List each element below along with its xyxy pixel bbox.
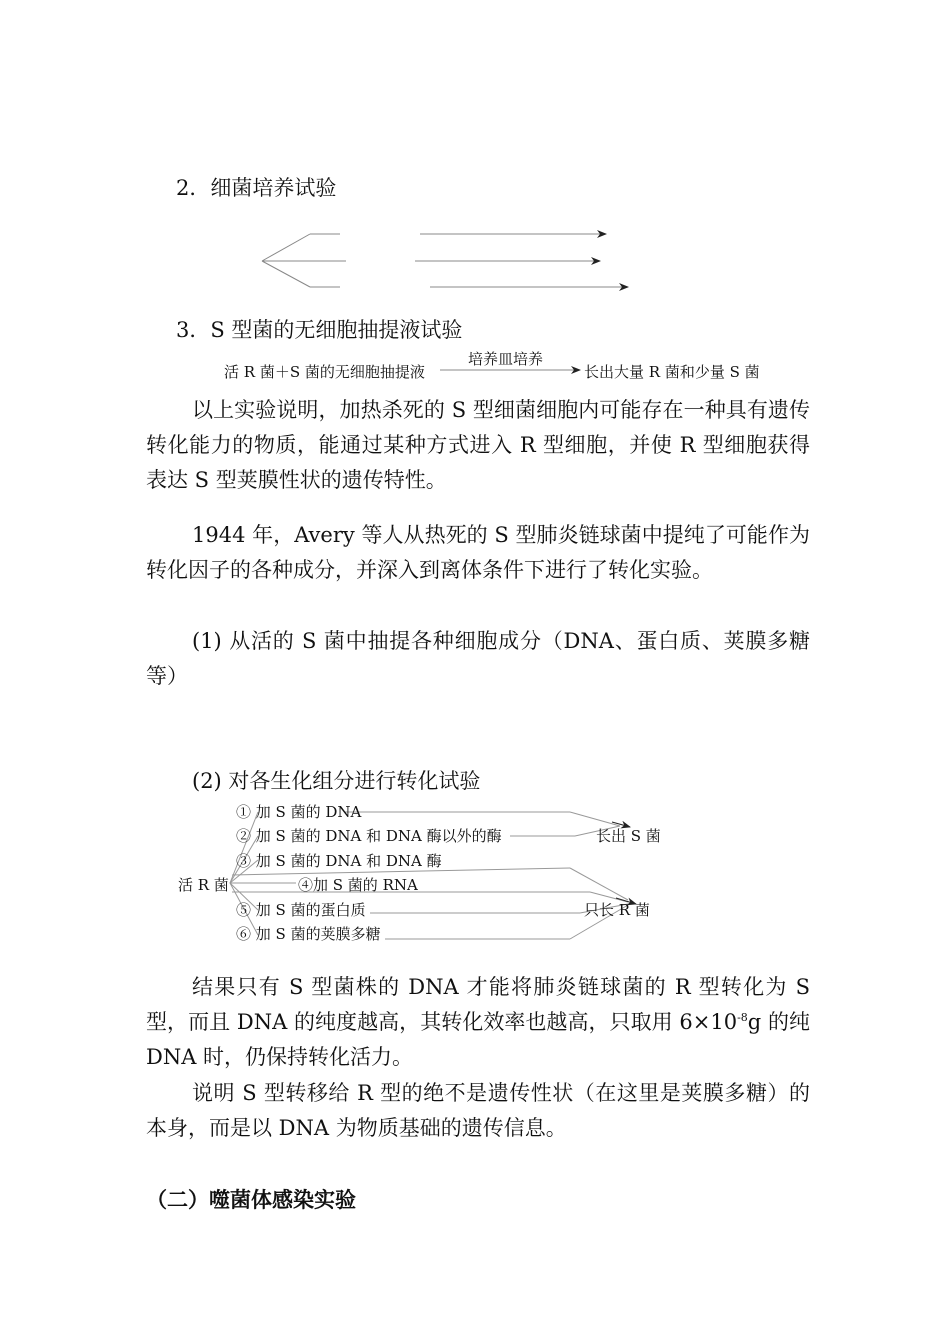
paragraph-conclusion: 以上实验说明，加热杀死的 S 型细菌细胞内可能存在一种具有遗传转化能力的物质，能通过某种方式进入 R 型细胞，并使 R 型细胞获得表达 S 型荚膜性状的遗传特性。	[146, 398, 810, 492]
diagram-item-6: ⑥ 加 S 菌的荚膜多糖	[236, 925, 381, 943]
paragraph-result-text-b: g 的纯 DNA 时，仍保持转化活力。	[146, 1010, 810, 1069]
step2-heading: (2) 对各生化组分进行转化试验	[192, 769, 481, 793]
paragraph-result-text-a: 结果只有 S 型菌株的 DNA 才能将肺炎链球菌的 R 型转化为 S 型，而且 DNA 的纯度越高，其转化效率也越高，只取用 6×10	[146, 975, 810, 1034]
diagram-item-2: ② 加 S 菌的 DNA 和 DNA 酶以外的酶	[236, 827, 502, 845]
diagram-item-1: ① 加 S 菌的 DNA	[236, 803, 362, 821]
diagram-source-label: 活 R 菌	[178, 876, 229, 894]
diagram-item-5: ⑤ 加 S 菌的蛋白质	[236, 901, 366, 919]
paragraph-step1: (1) 从活的 S 菌中抽提各种细胞成分（DNA、蛋白质、荚膜多糖等）	[146, 629, 810, 688]
extract-flow-left: 活 R 菌＋S 菌的无细胞抽提液	[224, 363, 425, 381]
paragraph-explanation: 说明 S 型转移给 R 型的绝不是遗传性状（在这里是荚膜多糖）的本身，而是以 DNA 为物质基础的遗传信息。	[146, 1081, 810, 1140]
culture-heading: 2．细菌培养试验	[176, 176, 337, 200]
branch-lines	[262, 234, 346, 287]
paragraph-result	[146, 970, 810, 1075]
extract-flow-right: 长出大量 R 菌和少量 S 菌	[584, 363, 760, 381]
extract-flow-arrow-label: 培养皿培养	[468, 350, 544, 368]
diagram-result-s: 长出 S 菌	[596, 827, 661, 845]
paragraph-avery: 1944 年，Avery 等人从热死的 S 型肺炎链球菌中提纯了可能作为转化因子的各种成分，并深入到离体条件下进行了转化实验。	[146, 523, 810, 582]
diagram-item-3: ③ 加 S 菌的 DNA 和 DNA 酶	[236, 852, 442, 870]
extract-heading: 3．S 型菌的无细胞抽提液试验	[176, 318, 463, 342]
exponent: -8	[737, 1011, 748, 1024]
diagram-result-r: 只长 R 菌	[584, 901, 650, 919]
diagram-item-4: ④加 S 菌的 RNA	[298, 876, 418, 894]
section-title: （二）噬菌体感染实验	[146, 1187, 356, 1212]
result-arrows	[415, 234, 628, 287]
